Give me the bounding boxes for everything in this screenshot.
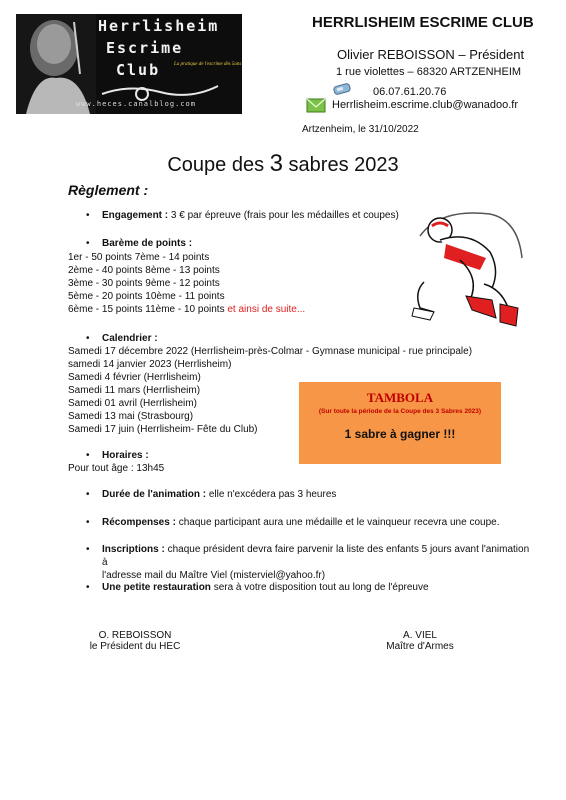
- bullet-icon: •: [86, 489, 90, 500]
- title-before: Coupe des: [167, 154, 270, 176]
- sabre-mascot-image: [400, 200, 540, 340]
- bullet-icon: •: [86, 210, 90, 221]
- inscriptions-block: [102, 543, 532, 582]
- restauration-line: [102, 581, 429, 594]
- logo-line-1: Herrlisheim: [98, 17, 220, 35]
- duree-line: [102, 488, 336, 501]
- signature-left-role: le Président du HEC: [89, 641, 181, 652]
- tambola-box: [299, 382, 501, 464]
- logo-swoosh-icon: [100, 80, 220, 102]
- signature-right: [360, 630, 480, 652]
- bareme-line: 3ème - 30 points 9ème - 12 points: [68, 278, 220, 289]
- club-address: 1 rue violettes – 68320 ARTZENHEIM: [336, 66, 522, 78]
- title-after: sabres 2023: [283, 154, 399, 176]
- duree-label: Durée de l'animation :: [102, 489, 207, 500]
- mail-icon: [306, 98, 326, 113]
- calendrier-line: Samedi 13 mai (Strasbourg): [68, 411, 194, 422]
- signature-left: [70, 630, 200, 652]
- signature-left-name: O. REBOISSON: [98, 630, 172, 641]
- tambola-heading: TAMBOLA: [366, 390, 434, 405]
- engagement-label: Engagement :: [102, 210, 169, 221]
- restauration-label: Une petite restauration: [102, 582, 211, 593]
- logo-url: www.heces.canalblog.com: [76, 100, 196, 108]
- phone-icon: [333, 82, 351, 96]
- inscriptions-label: Inscriptions :: [102, 544, 165, 555]
- inscriptions-text-1: chaque président devra faire parvenir la liste des enfants 5 jours avant l'animation à: [102, 544, 530, 568]
- inscriptions-line-2: l'adresse mail du Maître Viel (misterviel@yahoo.fr): [102, 570, 326, 581]
- horaires-label: Horaires :: [102, 450, 149, 461]
- bareme-label: Barème de points :: [102, 238, 193, 249]
- bullet-icon: •: [86, 333, 90, 344]
- club-name: HERRLISHEIM ESCRIME CLUB: [312, 14, 534, 31]
- duree-text: elle n'excédera pas 3 heures: [206, 489, 337, 500]
- page-title: [0, 150, 566, 178]
- logo-line-2: Escrime: [106, 39, 184, 57]
- reglement-heading: Règlement :: [68, 182, 149, 198]
- tambola-prize: 1 sabre à gagner !!!: [344, 427, 456, 441]
- club-logo: [16, 14, 242, 114]
- bullet-icon: •: [86, 582, 90, 593]
- engagement-line: [102, 209, 399, 222]
- signature-right-name: A. VIEL: [403, 630, 437, 641]
- recompenses-text: chaque participant aura une médaille et le vainqueur recevra une coupe.: [175, 517, 500, 528]
- signature-right-role: Maître d'Armes: [386, 641, 454, 652]
- bullet-icon: •: [86, 517, 90, 528]
- recompenses-line: [102, 516, 499, 529]
- horaires-text: Pour tout âge : 13h45: [68, 463, 165, 474]
- president-line: Olivier REBOISSON – Président: [337, 47, 525, 62]
- bareme-list: [68, 251, 305, 316]
- engagement-text: 3 € par épreuve (frais pour les médailles et coupes): [168, 210, 399, 221]
- bullet-icon: •: [86, 238, 90, 249]
- bareme-line: 2ème - 40 points 8ème - 13 points: [68, 265, 220, 276]
- calendrier-line: samedi 14 janvier 2023 (Herrlisheim): [68, 359, 232, 370]
- bareme-line: 5ème - 20 points 10ème - 11 points: [68, 291, 225, 302]
- calendrier-label: Calendrier :: [102, 333, 158, 344]
- bullet-icon: •: [86, 450, 90, 461]
- calendrier-line: Samedi 11 mars (Herrlisheim): [68, 385, 201, 396]
- title-number: 3: [269, 150, 283, 177]
- bullet-icon: •: [86, 544, 90, 555]
- restauration-text: sera à votre disposition tout au long de l'épreuve: [210, 582, 429, 593]
- inscriptions-line-1: [102, 543, 532, 569]
- logo-tagline: La pratique de l'escrime dès 5ans: [174, 62, 242, 67]
- calendrier-line: Samedi 17 juin (Herrlisheim- Fête du Club): [68, 424, 258, 435]
- club-phone: 06.07.61.20.76: [373, 86, 447, 98]
- bareme-suffix: et ainsi de suite...: [224, 304, 306, 315]
- tambola-subtitle: (Sur toute la période de la Coupe des 3 Sabres 2023): [318, 408, 482, 415]
- fencer-image: [16, 14, 96, 114]
- bareme-line-last: [68, 303, 305, 316]
- logo-line-3: Club: [116, 61, 161, 79]
- calendrier-line: Samedi 17 décembre 2022 (Herrlisheim-près-Colmar - Gymnase municipal - rue principale): [68, 346, 473, 357]
- club-email[interactable]: Herrlisheim.escrime.club@wanadoo.fr: [332, 99, 519, 111]
- calendrier-line: Samedi 4 février (Herrlisheim): [68, 372, 201, 383]
- date-line: Artzenheim, le 31/10/2022: [302, 124, 419, 135]
- recompenses-label: Récompenses :: [102, 517, 176, 528]
- bareme-line: 1er - 50 points 7ème - 14 points: [68, 252, 210, 263]
- calendrier-line: Samedi 01 avril (Herrlisheim): [68, 398, 197, 409]
- bareme-line: 6ème - 15 points 11ème - 10 points: [68, 304, 225, 315]
